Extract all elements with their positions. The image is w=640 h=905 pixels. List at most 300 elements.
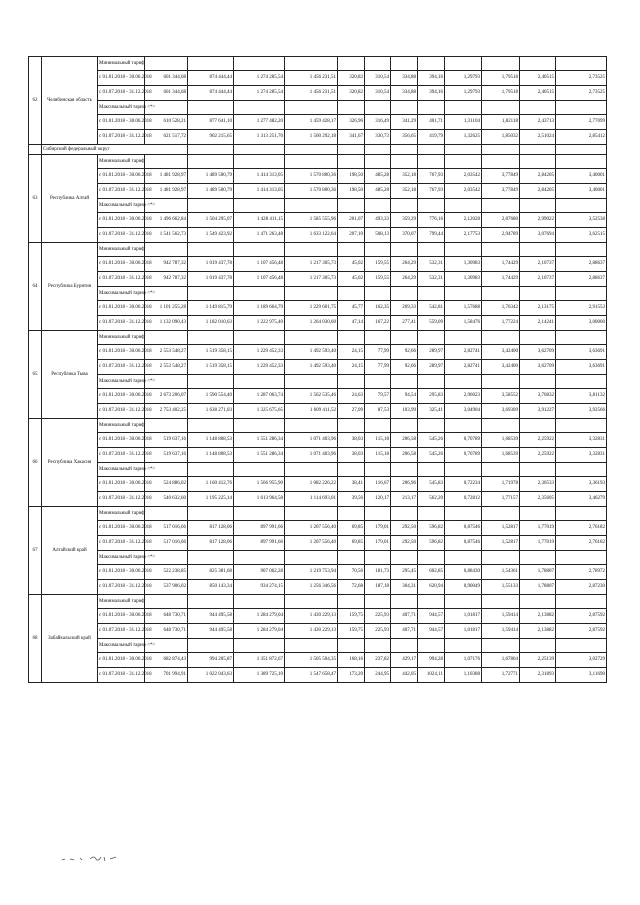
value-cell: 1 547 658,47 [285,668,338,683]
value-cell: 1 071 403,96 [285,448,338,463]
value-cell: 38,03 [338,448,365,463]
value-cell: 944 495,58 [188,609,234,624]
value-cell: 1 229 452,33 [234,360,285,375]
value-cell: 24,63 [338,389,365,404]
value-cell: 94,54 [391,389,418,404]
federal-district-label: Сибирский федеральный округ [42,145,188,155]
table-row [29,101,607,115]
value-cell: 3,81132 [556,389,607,404]
empty-cell [145,595,188,609]
value-cell: 1 101 255,28 [145,301,188,316]
value-cell: 874 444,44 [188,71,234,86]
value-cell: 325,41 [418,404,445,419]
value-cell: 540 632,60 [145,492,188,507]
empty-cell [445,145,482,155]
empty-cell [391,287,418,301]
table-row [29,243,607,257]
value-cell: 394,16 [418,71,445,86]
period-label: с 01.01.2018 - 30.06.2018 [98,71,145,86]
value-cell: 292,50 [391,521,418,536]
value-cell: 168,16 [338,653,365,668]
value-cell: 2,84205 [520,169,556,184]
value-cell: 1,76342 [482,301,520,316]
empty-cell [556,463,607,477]
value-cell: 1 217 305,73 [285,257,338,272]
value-cell: 310,54 [365,86,391,101]
empty-cell [482,243,520,257]
table-row [29,272,607,287]
value-cell: 1,71978 [482,477,520,492]
empty-cell [391,551,418,565]
empty-cell [234,145,285,155]
value-cell: 1 114 693,01 [285,492,338,507]
value-cell: 1 082 226,22 [285,477,338,492]
empty-cell [338,595,365,609]
empty-cell [482,57,520,71]
region-name: Алтайский край [42,507,98,595]
value-cell: 0,90049 [445,580,482,595]
empty-cell [482,375,520,389]
period-label: с 01.01.2018 - 30.06.2018 [98,389,145,404]
table-row [29,668,607,683]
period-label: с 01.07.2018 - 31.12.2018 [98,580,145,595]
value-cell: 1 019 437,78 [188,257,234,272]
value-cell: 3,77849 [482,184,520,199]
empty-cell [520,145,556,155]
value-cell: 682 874,43 [145,653,188,668]
value-cell: 1 019 437,78 [188,272,234,287]
table-row [29,199,607,213]
empty-cell [365,331,391,345]
value-cell: 1,58476 [445,316,482,331]
value-cell: 69,85 [338,521,365,536]
empty-cell [482,419,520,433]
value-cell: 1 471 263,48 [234,228,285,243]
empty-cell [445,551,482,565]
value-cell: 159,75 [338,609,365,624]
value-cell: 2,87230 [556,580,607,595]
value-cell: 1,68539 [482,448,520,463]
period-label: с 01.01.2018 - 30.06.2018 [98,521,145,536]
value-cell: 2,40515 [520,86,556,101]
value-cell: 1,85032 [482,130,520,145]
empty-cell [338,551,365,565]
value-cell: 3,32831 [556,448,607,463]
value-cell: 1 189 664,79 [234,301,285,316]
value-cell: 3,70832 [520,389,556,404]
empty-cell [145,331,188,345]
value-cell: 1 313 251,70 [234,130,285,145]
value-cell: 225,93 [365,609,391,624]
value-cell: 206,58 [391,448,418,463]
value-cell: 508,13 [365,228,391,243]
period-label: с 01.07.2018 - 31.12.2018 [98,448,145,463]
value-cell: 1 633 122,64 [285,228,338,243]
tariff-type-label: Минимальный тариф [98,57,145,71]
value-cell: 69,85 [338,536,365,551]
value-cell: 1,31104 [445,115,482,130]
empty-cell [556,639,607,653]
empty-cell [418,639,445,653]
empty-cell [365,375,391,389]
value-cell: 3,07694 [520,228,556,243]
empty-cell [445,57,482,71]
value-cell: 2,84205 [520,184,556,199]
period-label: с 01.01.2018 - 30.06.2018 [98,653,145,668]
value-cell: 115,18 [365,448,391,463]
empty-cell [418,57,445,71]
value-cell: 2,91553 [556,301,607,316]
value-cell: 1 492 593,40 [285,360,338,375]
empty-cell [445,463,482,477]
value-cell: 356,65 [391,130,418,145]
value-cell: 3,91227 [520,404,556,419]
empty-cell [482,287,520,301]
empty-cell [418,375,445,389]
period-label: с 01.01.2018 - 30.06.2018 [98,477,145,492]
value-cell: 1 107 456,48 [234,257,285,272]
table-row [29,565,607,580]
period-label: с 01.07.2018 - 31.12.2018 [98,668,145,683]
value-cell: 1 505 504,35 [285,653,338,668]
value-cell: 3,77849 [482,169,520,184]
empty-cell [188,375,234,389]
value-cell: 1,57688 [445,301,482,316]
value-cell: 2,12028 [445,213,482,228]
empty-cell [234,551,285,565]
empty-cell [445,331,482,345]
empty-cell [145,155,188,169]
value-cell: 2,76182 [556,521,607,536]
region-number: 67 [29,507,42,595]
empty-cell [520,639,556,653]
empty-cell [418,101,445,115]
value-cell: 596,82 [418,521,445,536]
tariff-type-label: Максимальный тариф <*> [98,463,145,477]
value-cell: 2,87592 [556,624,607,639]
empty-cell [482,507,520,521]
value-cell: 1 551 286,34 [234,433,285,448]
empty-cell [520,287,556,301]
value-cell: 2,76182 [556,536,607,551]
value-cell: 1,59414 [482,624,520,639]
empty-cell [285,145,338,155]
empty-cell [234,639,285,653]
empty-cell [445,595,482,609]
empty-cell [365,101,391,115]
value-cell: 24,15 [338,360,365,375]
value-cell: 522 238,85 [145,565,188,580]
empty-cell [482,145,520,155]
empty-cell [556,331,607,345]
empty-cell [418,595,445,609]
value-cell: 1,29793 [445,71,482,86]
empty-cell [556,551,607,565]
empty-cell [285,639,338,653]
empty-cell [29,145,42,155]
value-cell: 1 287 063,74 [234,389,285,404]
region-number: 66 [29,419,42,507]
empty-cell [556,145,607,155]
value-cell: 1,79518 [482,86,520,101]
period-label: с 01.07.2018 - 31.12.2018 [98,228,145,243]
table-row [29,130,607,145]
value-cell: 0,72812 [445,492,482,507]
value-cell: 1 229 452,33 [234,345,285,360]
value-cell: 1,01817 [445,609,482,624]
value-cell: 648 730,71 [145,624,188,639]
value-cell: 2,31893 [520,668,556,683]
period-label: с 01.07.2018 - 31.12.2018 [98,536,145,551]
empty-cell [482,155,520,169]
value-cell: 517 016,66 [145,521,188,536]
value-cell: 352,18 [391,169,418,184]
value-cell: 198,50 [338,169,365,184]
table-row [29,213,607,228]
value-cell: 2,14241 [520,316,556,331]
empty-cell [338,155,365,169]
value-cell: 38,03 [338,433,365,448]
value-cell: 92,66 [391,360,418,375]
value-cell: 207,10 [338,228,365,243]
table-row [29,228,607,243]
empty-cell [445,243,482,257]
value-cell: 1 489 500,79 [188,169,234,184]
table-row [29,477,607,492]
period-label: с 01.01.2018 - 30.06.2018 [98,565,145,580]
value-cell: 1 504 295,07 [188,213,234,228]
value-cell: 517 016,66 [145,536,188,551]
empty-cell [234,595,285,609]
value-cell: 0,70789 [445,433,482,448]
region-name: Республика Хакасия [42,419,98,507]
empty-cell [482,199,520,213]
empty-cell [188,639,234,653]
value-cell: 1 256 346,56 [285,580,338,595]
value-cell: 1 274 285,54 [234,86,285,101]
value-cell: 3,42400 [482,360,520,375]
empty-cell [520,463,556,477]
empty-cell [445,155,482,169]
value-cell: 2,25139 [520,653,556,668]
empty-cell [520,551,556,565]
empty-cell [391,57,418,71]
value-cell: 1 107 456,48 [234,272,285,287]
value-cell: 1 566 955,90 [234,477,285,492]
value-cell: 3,11690 [556,668,607,683]
empty-cell [188,595,234,609]
value-cell: 2,85412 [556,130,607,145]
value-cell: 1 492 593,40 [285,345,338,360]
value-cell: 407,71 [391,624,418,639]
table-row [29,624,607,639]
value-cell: 370,07 [391,228,418,243]
value-cell: 994,28 [418,653,445,668]
value-cell: 264,29 [391,257,418,272]
table-row [29,301,607,316]
value-cell: 3,42400 [482,345,520,360]
value-cell: 206,96 [391,477,418,492]
value-cell: 2,30533 [520,477,556,492]
value-cell: 1 207 556,40 [285,521,338,536]
value-cell: 1 428 411,15 [234,213,285,228]
value-cell: 1 585 555,96 [285,213,338,228]
value-cell: 289,97 [418,360,445,375]
empty-cell [338,145,365,155]
value-cell: 1,55133 [482,580,520,595]
empty-cell [520,419,556,433]
empty-cell [556,595,607,609]
empty-cell [338,57,365,71]
value-cell: 2,40515 [520,71,556,86]
empty-cell [418,243,445,257]
value-cell: 532,31 [418,257,445,272]
value-cell: 1,29793 [445,86,482,101]
empty-cell [482,551,520,565]
value-cell: 1 590 554,40 [188,389,234,404]
period-label: с 01.01.2018 - 30.06.2018 [98,301,145,316]
empty-cell [234,57,285,71]
empty-cell [285,57,338,71]
empty-cell [338,507,365,521]
value-cell: 934 274,15 [234,580,285,595]
value-cell: 1 562 535,46 [285,389,338,404]
value-cell: 1 481 928,97 [145,169,188,184]
table-row [29,316,607,331]
region-name: Республика Алтай [42,155,98,243]
empty-cell [418,507,445,521]
empty-cell [234,243,285,257]
empty-cell [391,155,418,169]
tariff-type-label: Максимальный тариф <*> [98,101,145,115]
empty-cell [188,243,234,257]
value-cell: 2 673 206,07 [145,389,188,404]
value-cell: 1,10388 [445,668,482,683]
value-cell: 2,82741 [445,345,482,360]
value-cell: 1 609 411,52 [285,404,338,419]
empty-cell [418,551,445,565]
value-cell: 1024,11 [418,668,445,683]
value-cell: 334,88 [391,71,418,86]
value-cell: 213,17 [391,492,418,507]
value-cell: 2,87592 [556,609,607,624]
empty-cell [234,507,285,521]
value-cell: 225,93 [365,624,391,639]
value-cell: 1,52817 [482,521,520,536]
empty-cell [285,551,338,565]
value-cell: 817 128,06 [188,521,234,536]
empty-cell [418,287,445,301]
empty-cell [482,101,520,115]
tariff-type-label: Максимальный тариф <*> [98,639,145,653]
value-cell: 173,20 [338,668,365,683]
table-row [29,595,607,609]
period-label: с 01.01.2018 - 30.06.2018 [98,213,145,228]
empty-cell [520,375,556,389]
empty-cell [482,331,520,345]
value-cell: 0,87546 [445,521,482,536]
empty-cell [285,507,338,521]
table-row [29,521,607,536]
value-cell: 1 481 928,97 [145,184,188,199]
value-cell: 1 219 753,94 [285,565,338,580]
value-cell: 2,88637 [556,257,607,272]
empty-cell [520,199,556,213]
value-cell: 1 149 815,79 [188,301,234,316]
empty-cell [556,155,607,169]
empty-cell [445,375,482,389]
value-cell: 1 551 286,34 [234,448,285,463]
value-cell: 159,55 [365,257,391,272]
value-cell: 3,40001 [556,169,607,184]
empty-cell [445,639,482,653]
value-cell: 0,88430 [445,565,482,580]
value-cell: 907 062,28 [234,565,285,580]
empty-cell [482,463,520,477]
value-cell: 394,16 [418,86,445,101]
table-row [29,404,607,419]
tariff-type-label: Минимальный тариф [98,595,145,609]
value-cell: 87,53 [365,404,391,419]
empty-cell [556,101,607,115]
value-cell: 2,25922 [520,433,556,448]
value-cell: 2,13175 [520,301,556,316]
value-cell: 1,77019 [520,521,556,536]
value-cell: 244,95 [365,668,391,683]
empty-cell [285,375,338,389]
empty-cell [445,199,482,213]
value-cell: 72,68 [338,580,365,595]
period-label: с 01.07.2018 - 31.12.2018 [98,316,145,331]
region-number: 65 [29,331,42,419]
value-cell: 1 217 305,73 [285,272,338,287]
value-cell: 3,62515 [556,228,607,243]
value-cell: 269,33 [391,301,418,316]
value-cell: 3,63691 [556,360,607,375]
value-cell: 3,36193 [556,477,607,492]
empty-cell [188,419,234,433]
empty-cell [234,331,285,345]
empty-cell [418,463,445,477]
period-label: с 01.07.2018 - 31.12.2018 [98,492,145,507]
value-cell: 1 500 292,18 [285,130,338,145]
empty-cell [391,639,418,653]
value-cell: 2,96023 [445,389,482,404]
value-cell: 1 351 872,67 [234,653,285,668]
empty-cell [188,287,234,301]
value-cell: 767,93 [418,184,445,199]
value-cell: 1 264 030,60 [285,316,338,331]
table-row [29,57,607,71]
period-label: с 01.07.2018 - 31.12.2018 [98,272,145,287]
empty-cell [365,551,391,565]
empty-cell [520,243,556,257]
empty-cell [365,507,391,521]
value-cell: 2,03542 [445,169,482,184]
value-cell: 596,82 [418,536,445,551]
empty-cell [391,199,418,213]
value-cell: 1 456 231,51 [285,71,338,86]
table-row [29,169,607,184]
tariff-type-label: Максимальный тариф <*> [98,287,145,301]
period-label: с 01.07.2018 - 31.12.2018 [98,130,145,145]
value-cell: 47,14 [338,316,365,331]
value-cell: 799,44 [418,228,445,243]
table-row [29,184,607,199]
table-row [29,287,607,301]
empty-cell [391,375,418,389]
empty-cell [556,375,607,389]
